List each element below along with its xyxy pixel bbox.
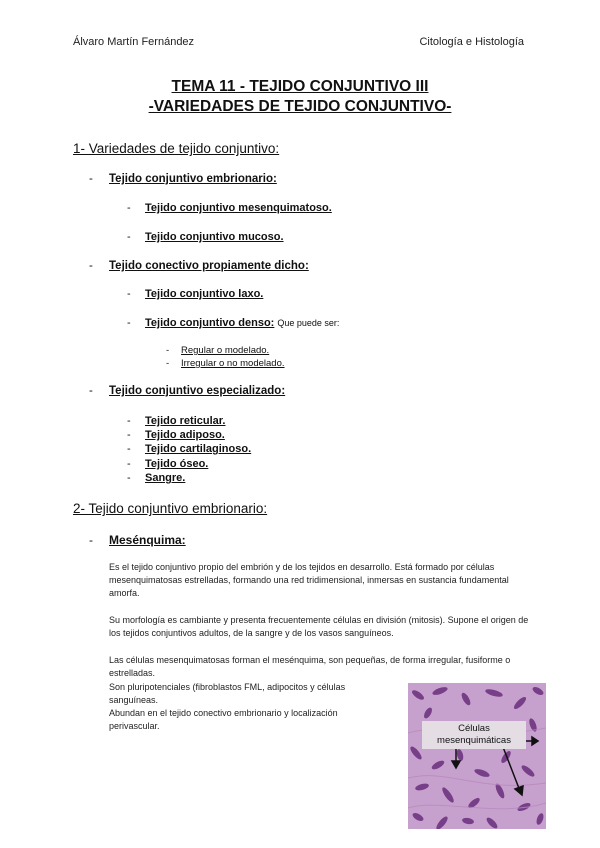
header-author: Álvaro Martín Fernández	[73, 36, 195, 48]
list-item-label: Sangre.	[145, 472, 186, 484]
bullet-dash: -	[89, 533, 93, 547]
micrograph-image	[408, 683, 546, 829]
bullet-dash: -	[127, 429, 131, 441]
list-item-label: Irregular o no modelado.	[181, 358, 285, 369]
header-subject: Citología e Histología	[419, 36, 524, 48]
paragraph-line-2: sanguíneas.	[109, 695, 159, 705]
bullet-dash: -	[127, 231, 131, 243]
list-item-irregular	[166, 358, 285, 369]
list-item-mesenquima	[89, 533, 186, 547]
bullet-dash: -	[127, 415, 131, 427]
bullet-dash: -	[89, 260, 93, 272]
bullet-dash: -	[89, 385, 93, 397]
list-item-regular	[166, 345, 270, 356]
list-item-label: Tejido adiposo.	[145, 429, 225, 441]
list-item-label: Tejido reticular.	[145, 415, 226, 427]
list-item-sangre	[127, 472, 186, 484]
paragraph-3: Las células mesenquimatosas forman el mesénquima, son pequeñas, de forma irregular, fusiforme o estrelladas.	[109, 655, 511, 678]
paragraph-line-4: perivascular.	[109, 721, 160, 731]
bullet-dash: -	[127, 458, 131, 470]
list-item-especializado	[89, 385, 286, 397]
micrograph-label-line-1: Células	[458, 723, 490, 734]
list-item-mesenquimatoso	[127, 202, 332, 214]
list-item-propiamente	[89, 260, 309, 272]
paragraph-line-1: Son pluripotenciales (fibroblastos FML, adipocitos y células	[109, 682, 346, 692]
section-2-heading: 2- Tejido conjuntivo embrionario:	[73, 501, 268, 516]
list-item-label: Mesénquima:	[109, 533, 186, 547]
micrograph-label	[422, 721, 526, 749]
list-item-mucoso	[127, 231, 284, 243]
bullet-dash: -	[166, 358, 170, 369]
list-item-label: Regular o modelado.	[181, 345, 270, 356]
list-item-label: Tejido conjuntivo mesenquimatoso.	[145, 202, 332, 214]
list-item-oseo	[127, 458, 209, 470]
page-subtitle: -VARIEDADES DE TEJIDO CONJUNTIVO-	[148, 98, 452, 115]
paragraph-line-3: Abundan en el tejido conectivo embrionario y localización	[109, 708, 338, 718]
bullet-dash: -	[127, 202, 131, 214]
list-item-label: Tejido conjuntivo especializado:	[109, 385, 286, 397]
bullet-dash: -	[127, 317, 131, 329]
list-item-label: Tejido óseo.	[145, 458, 209, 470]
paragraph-2: Su morfología es cambiante y presenta frecuentemente células en división (mitosis). Supone el origen de los tejidos conjuntivos adultos, de la sangre y de los vasos sanguíneos.	[109, 615, 529, 638]
micrograph-drawing	[408, 683, 546, 829]
list-item-cartilaginoso	[127, 443, 252, 455]
list-item-label: Tejido conectivo propiamente dicho:	[109, 260, 309, 272]
bullet-dash: -	[166, 345, 170, 356]
list-item-label: Tejido conjuntivo embrionario:	[109, 173, 277, 185]
bullet-dash: -	[127, 288, 131, 300]
paragraph-1: Es el tejido conjuntivo propio del embrión y de los tejidos en desarrollo. Está formado por células mesenquimatosas estrelladas, formando una red tridimensional, inmersas en sustancia fundamental amorfa.	[109, 562, 509, 598]
list-item-reticular	[127, 415, 226, 427]
bullet-dash: -	[127, 472, 131, 484]
bullet-dash: -	[89, 173, 93, 185]
list-item-label: Tejido cartilaginoso.	[145, 443, 252, 455]
list-item-label: Tejido conjuntivo laxo.	[145, 288, 264, 300]
list-item-adiposo	[127, 429, 225, 441]
list-item-laxo	[127, 288, 264, 300]
list-item-suffix: Que puede ser:	[277, 318, 340, 328]
list-item-embrionario	[89, 173, 277, 185]
micrograph-label-line-2: mesenquimáticas	[437, 735, 511, 746]
bullet-dash: -	[127, 443, 131, 455]
section-1-heading: 1- Variedades de tejido conjuntivo:	[73, 141, 280, 156]
list-item-label: Tejido conjuntivo denso:	[145, 317, 275, 329]
list-item-denso	[127, 317, 340, 329]
list-item-label: Tejido conjuntivo mucoso.	[145, 231, 284, 243]
page-title: TEMA 11 - TEJIDO CONJUNTIVO III	[171, 78, 429, 95]
